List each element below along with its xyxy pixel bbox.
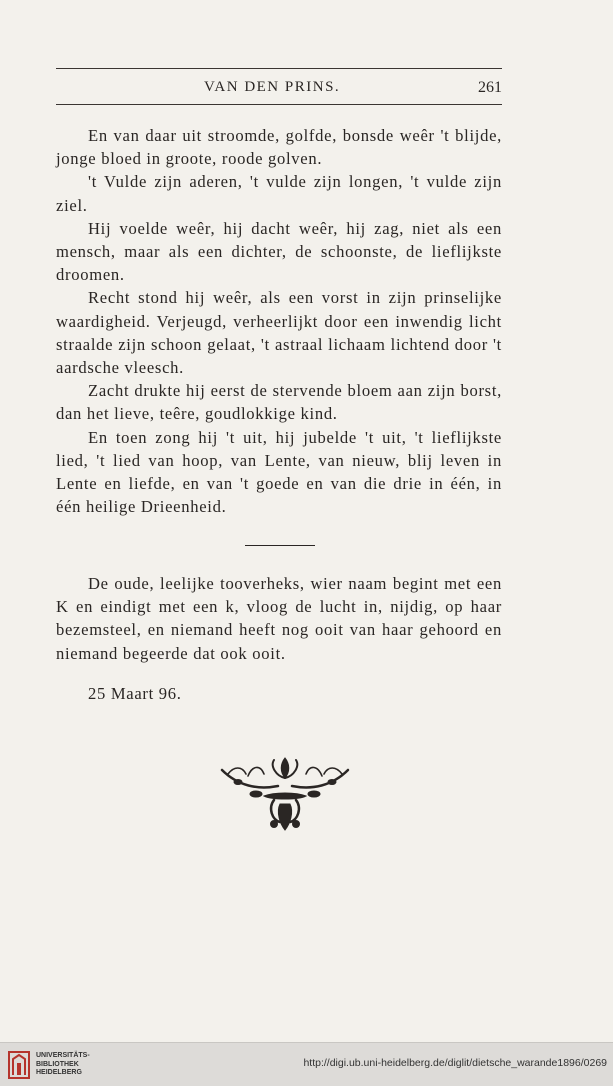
- paragraph: Zacht drukte hij eerst de stervende bloem aan zijn borst, dan het lieve, teêre, goudlokkige kind.: [56, 381, 502, 424]
- section-divider: [245, 545, 315, 546]
- running-title: VAN DEN PRINS.: [204, 79, 341, 95]
- paragraph: En van daar uit stroomde, golfde, bonsde weêr 't blijde, jonge bloed in groote, roode golven.: [56, 126, 502, 169]
- permalink-url[interactable]: http://digi.ub.uni-heidelberg.de/diglit/dietsche_warande1896/0269: [303, 1057, 607, 1069]
- header-rule-bottom: [56, 104, 502, 105]
- closing-paragraph: De oude, leelijke tooverheks, wier naam begint met een K en eindigt met een k, vloog de lucht in, nijdig, op haar bezemsteel, en niemand heeft nog ooit van haar gehoord en niemand begeerde dat ook ooit.: [56, 574, 502, 663]
- paragraph: 't Vulde zijn aderen, 't vulde zijn longen, 't vulde zijn ziel.: [56, 172, 502, 215]
- university-library-logo-icon[interactable]: [8, 1051, 30, 1079]
- fleur-de-lis-ornament-icon: [218, 752, 352, 834]
- closing-text: [56, 572, 502, 665]
- main-text: [56, 124, 502, 518]
- date-line: 25 Maart 96.: [88, 684, 182, 703]
- page-number: 261: [478, 79, 502, 96]
- library-name: UNIVERSITÄTS- BIBLIOTHEK HEIDELBERG: [36, 1052, 90, 1076]
- paragraph: En toen zong hij 't uit, hij jubelde 't uit, 't lieflijkste lied, 't lied van hoop, van Lente, van nieuw, blij leven in Lente en liefde, en van 't goede en van die drie in één, in één heilige Drieenheid.: [56, 427, 502, 517]
- paragraph: Hij voelde weêr, hij dacht weêr, hij zag, niet als een mensch, maar als een dichter, de schoonste, de lieflijkste droomen.: [56, 218, 502, 285]
- paragraph: Recht stond hij weêr, als een vorst in zijn prinselijke waardigheid. Verjeugd, verheerlijkt door een inwendig licht straalde zijn schoon gelaat, 't astraal lichaam lichtend door 't aardsche vleesch.: [56, 288, 502, 378]
- header-rule-top: [56, 68, 502, 69]
- running-header: [56, 79, 502, 99]
- viewer-footer: [0, 1042, 613, 1086]
